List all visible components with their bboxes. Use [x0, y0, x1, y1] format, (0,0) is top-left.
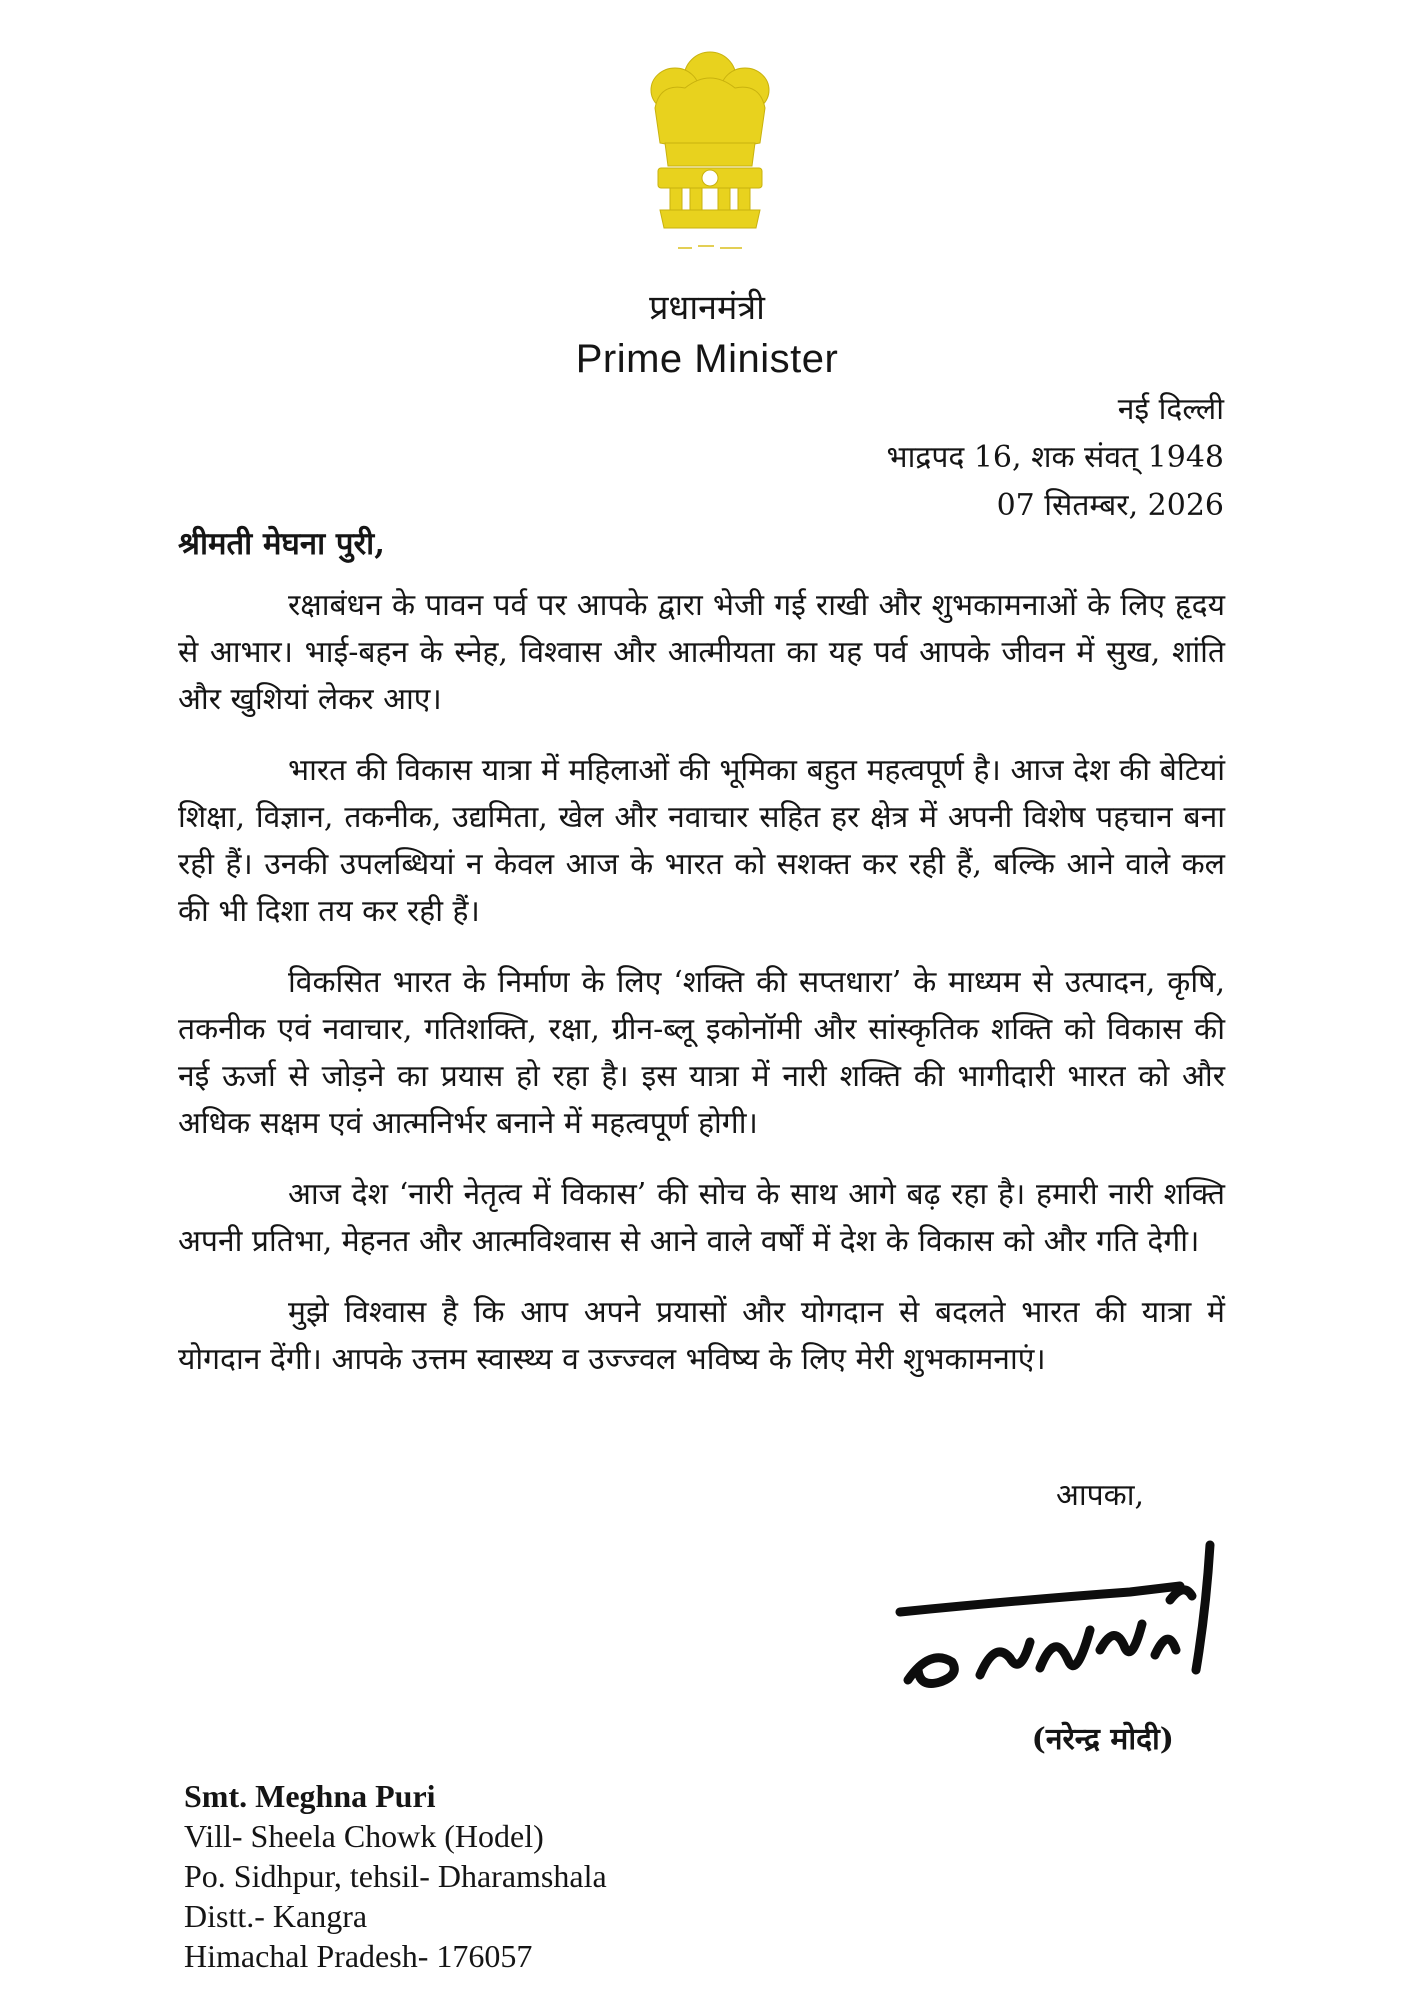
state-emblem-icon	[630, 48, 790, 263]
address-line: Po. Sidhpur, tehsil- Dharamshala	[184, 1858, 607, 1894]
signature	[880, 1530, 1230, 1710]
paragraph: मुझे विश्वास है कि आप अपने प्रयासों और योगदान से बदलते भारत की यात्रा में योगदान देंगी। आपके उत्तम स्वास्थ्य व उज्ज्वल भविष्य के लिए मेरी शुभकामनाएं।	[178, 1295, 1225, 1377]
closing: आपका,	[1055, 1478, 1144, 1513]
recipient-name: Smt. Meghna Puri	[184, 1778, 436, 1814]
salutation: श्रीमती मेघना पुरी,	[178, 526, 385, 562]
place-line: नई दिल्ली	[1117, 392, 1224, 427]
gregorian-date-line: 07 सितम्बर, 2026	[996, 488, 1224, 523]
address-line: Vill- Sheela Chowk (Hodel)	[184, 1818, 544, 1854]
recipient-address	[184, 1776, 607, 1976]
date-block	[887, 386, 1224, 530]
paragraph: आज देश ‘नारी नेतृत्व में विकास’ की सोच के साथ आगे बढ़ रहा है। हमारी नारी शक्ति अपनी प्रतिभा, मेहनत और आत्मविश्वास से आने वाले वर्षों में देश के विकास को और गति देगी।	[178, 1177, 1225, 1259]
address-line: Distt.- Kangra	[184, 1898, 368, 1934]
hindu-date-line: भाद्रपद 16, शक संवत् 1948	[886, 440, 1224, 475]
paragraph: भारत की विकास यात्रा में महिलाओं की भूमिका बहुत महत्वपूर्ण है। आज देश की बेटियां शिक्षा, विज्ञान, तकनीक, उद्यमिता, खेल और नवाचार सहित हर क्षेत्र में अपनी विशेष पहचान बना रही हैं। उनकी उपलब्धियां न केवल आज के भारत को सशक्त कर रही हैं, बल्कि आने वाले कल की भी दिशा तय कर रही हैं।	[178, 753, 1225, 929]
paragraph: विकसित भारत के निर्माण के लिए ‘शक्ति की सप्तधारा’ के माध्यम से उत्पादन, कृषि, तकनीक एवं नवाचार, गतिशक्ति, रक्षा, ग्रीन-ब्लू इकोनॉमी और सांस्कृतिक शक्ति को विकास की नई ऊर्जा से जोड़ने का प्रयास हो रहा है। इस यात्रा में नारी शक्ति की भागीदारी भारत को और अधिक सक्षम एवं आत्मनिर्भर बनाने में महत्वपूर्ण होगी।	[178, 965, 1225, 1141]
letter-body	[178, 582, 1225, 1407]
office-title-english: Prime Minister	[575, 337, 839, 381]
paragraph: रक्षाबंधन के पावन पर्व पर आपके द्वारा भेजी गई राखी और शुभकामनाओं के लिए हृदय से आभार। भाई-बहन के स्नेह, विश्वास और आत्मीयता का यह पर्व आपके जीवन में सुख, शांति और खुशियां लेकर आए।	[178, 588, 1225, 717]
office-title-hindi: प्रधानमंत्री	[649, 288, 765, 328]
signer-name: (नरेन्द्र मोदी)	[1031, 1722, 1174, 1757]
address-line: Himachal Pradesh- 176057	[184, 1938, 533, 1974]
